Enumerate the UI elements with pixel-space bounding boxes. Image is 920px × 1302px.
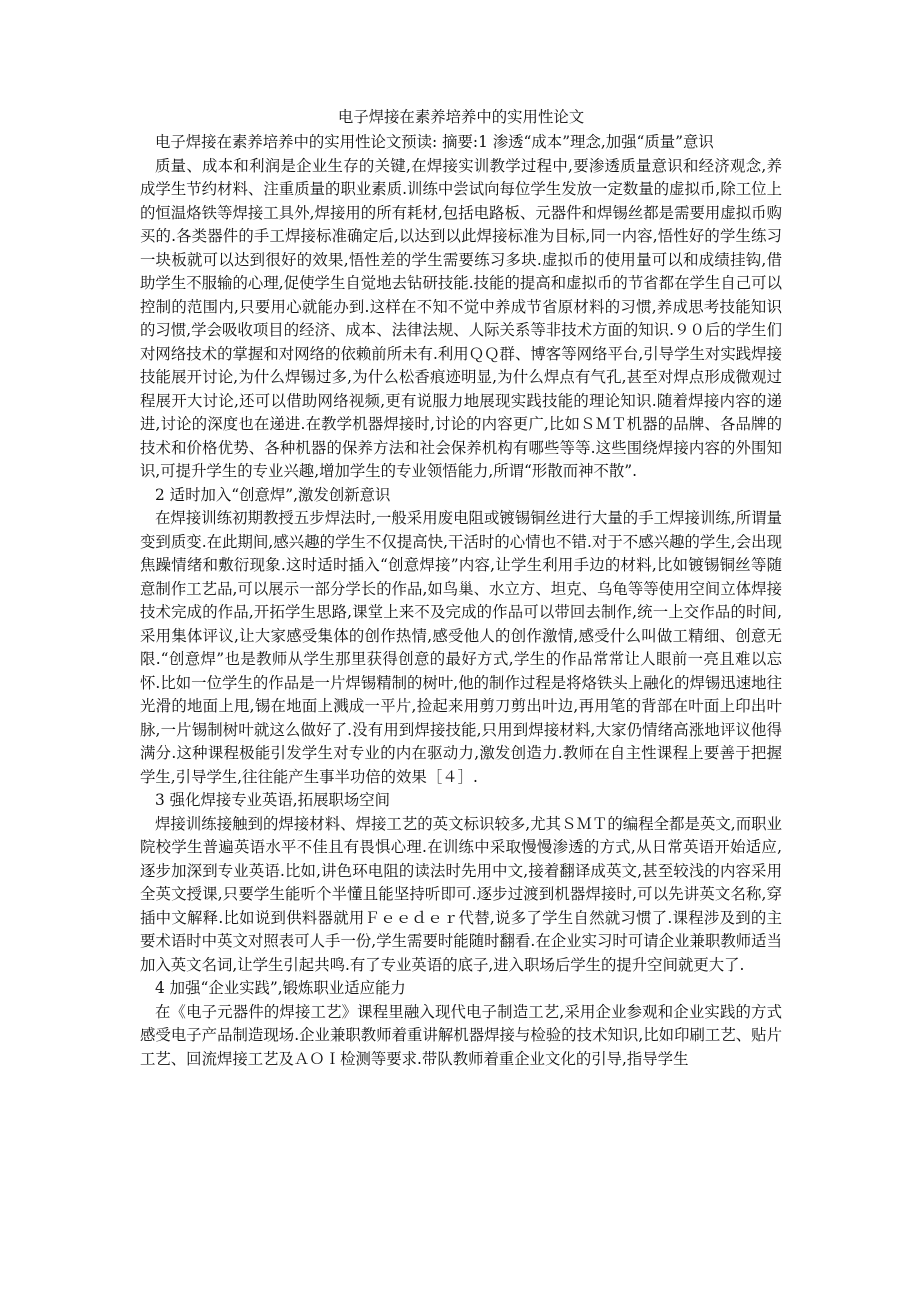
paragraph: 在焊接训练初期教授五步焊法时,一般采用废电阻或镀锡铜丝进行大量的手工焊接训练,所谓量变到质变.在此期间,感兴趣的学生不仅提高快,干活时的心情也不错.对于不感兴趣的学生,会出现焦躁情绪和敷衍现象.这时适时插入“创意焊接”内容,让学生利用手边的材料,比如镀锡铜丝等随意制作工艺品,可以展示一部分学长的作品,如鸟巢、水立方、坦克、乌龟等等使用空间立体焊接技术完成的作品,开拓学生思路,课堂上来不及完成的作品可以带回去制作,统一上交作品的时间,采用集体评议,让大家感受集体的创作热情,感受他人的创作激情,感受什么叫做工精细、创意无限.“创意焊”也是教师从学生那里获得创意的最好方式,学生的作品常常让人眼前一亮且难以忘怀.比如一位学生的作品是一片焊锡精制的树叶,他的制作过程是将烙铁头上融化的焊锡迅速地往光滑的地面上甩,锡在地面上溅成一平片,捡起来用剪刀剪出叶边,再用笔的背部在叶面上印出叶脉,一片锡制树叶就这么做好了.没有用到焊接技能,只用到焊接材料,大家仍情绪高涨地评议他得满分.这种课程极能引发学生对专业的内在驱动力,激发创造力.教师在自主性课程上要善于把握学生,引导学生,往往能产生事半功倍的效果［４］. xyxy=(140,509,782,786)
paragraph: 焊接训练接触到的焊接材料、焊接工艺的英文标识较多,尤其ＳＭＴ的编程全都是英文,而职业院校学生普遍英语水平不佳且有畏惧心理.在训练中采取慢慢渗透的方式,从日常英语开始适应,逐步加深到专业英语.比如,讲色环电阻的读法时先用中文,接着翻译成英文,甚至较浅的内容采用全英文授课,只要学生能听个半懂且能坚持听即可.逐步过渡到机器焊接时,可以先讲英文名称,穿插中文解释.比如说到供料器就用Ｆｅｅｄｅｒ代替,说多了学生自然就习惯了.课程涉及到的主要术语时中英文对照表可人手一份,学生需要时能随时翻看.在企业实习时可请企业兼职教师适当加入英文名词,让学生引起共鸣.有了专业英语的底子,进入职场后学生的提升空间就更大了. xyxy=(140,814,782,974)
section-heading: 4 加强“企业实践”,锻炼职业适应能力 xyxy=(155,979,406,997)
section-heading: 2 适时加入“创意焊”,激发创新意识 xyxy=(155,485,391,504)
document-body xyxy=(140,131,782,1071)
paragraph: 在《电子元器件的焊接工艺》课程里融入现代电子制造工艺,采用企业参观和企业实践的方式感受电子产品制造现场.企业兼职教师着重讲解机器焊接与检验的技术知识,比如印刷工艺、贴片工艺、回流焊接工艺及ＡＯＩ检测等要求.带队教师着重企业文化的引导,指导学生 xyxy=(140,1002,782,1068)
document-page xyxy=(140,106,782,1071)
section-heading: 3 强化焊接专业英语,拓展职场空间 xyxy=(155,791,391,809)
paragraph: 质量、成本和利润是企业生存的关键,在焊接实训教学过程中,要渗透质量意识和经济观念,养成学生节约材料、注重质量的职业素质.训练中尝试向每位学生发放一定数量的虚拟币,除工位上的恒温烙铁等焊接工具外,焊接用的所有耗材,包括电路板、元器件和焊锡丝都是需要用虚拟币购买的.各类器件的手工焊接标准确定后,以达到以此焊接标准为目标,同一内容,悟性好的学生练习一块板就可以达到很好的效果,悟性差的学生需要练习多块.虚拟币的使用量可以和成绩挂钩,借助学生不服输的心理,促使学生自觉地去钻研技能.技能的提高和虚拟币的节省都在学生自己可以控制的范围内,只要用心就能办到.这样在不知不觉中养成节省原材料的习惯,养成思考技能知识的习惯,学会吸收项目的经济、成本、法律法规、人际关系等非技术方面的知识.９０后的学生们对网络技术的掌握和对网络的依赖前所未有.利用ＱＱ群、博客等网络平台,引导学生对实践焊接技能展开讨论,为什么焊锡过多,为什么松香痕迹明显,为什么焊点有气孔,甚至对焊点形成微观过程展开大讨论,还可以借助网络视频,更有说服力地展现实践技能的理论知识.随着焊接内容的递进,讨论的深度也在递进.在教学机器焊接时,讨论的内容更广,比如ＳＭＴ机器的品牌、各品牌的技术和价格优势、各种机器的保养方法和社会保养机构有哪些等等.这些围绕焊接内容的外围知识,可提升学生的专业兴趣,增加学生的专业领悟能力,所谓“形散而神不散”. xyxy=(140,156,782,480)
document-title: 电子焊接在素养培养中的实用性论文 xyxy=(337,108,585,126)
paragraph: 电子焊接在素养培养中的实用性论文预读: 摘要:1 渗透“成本”理念,加强“质量”意识 xyxy=(155,133,714,151)
